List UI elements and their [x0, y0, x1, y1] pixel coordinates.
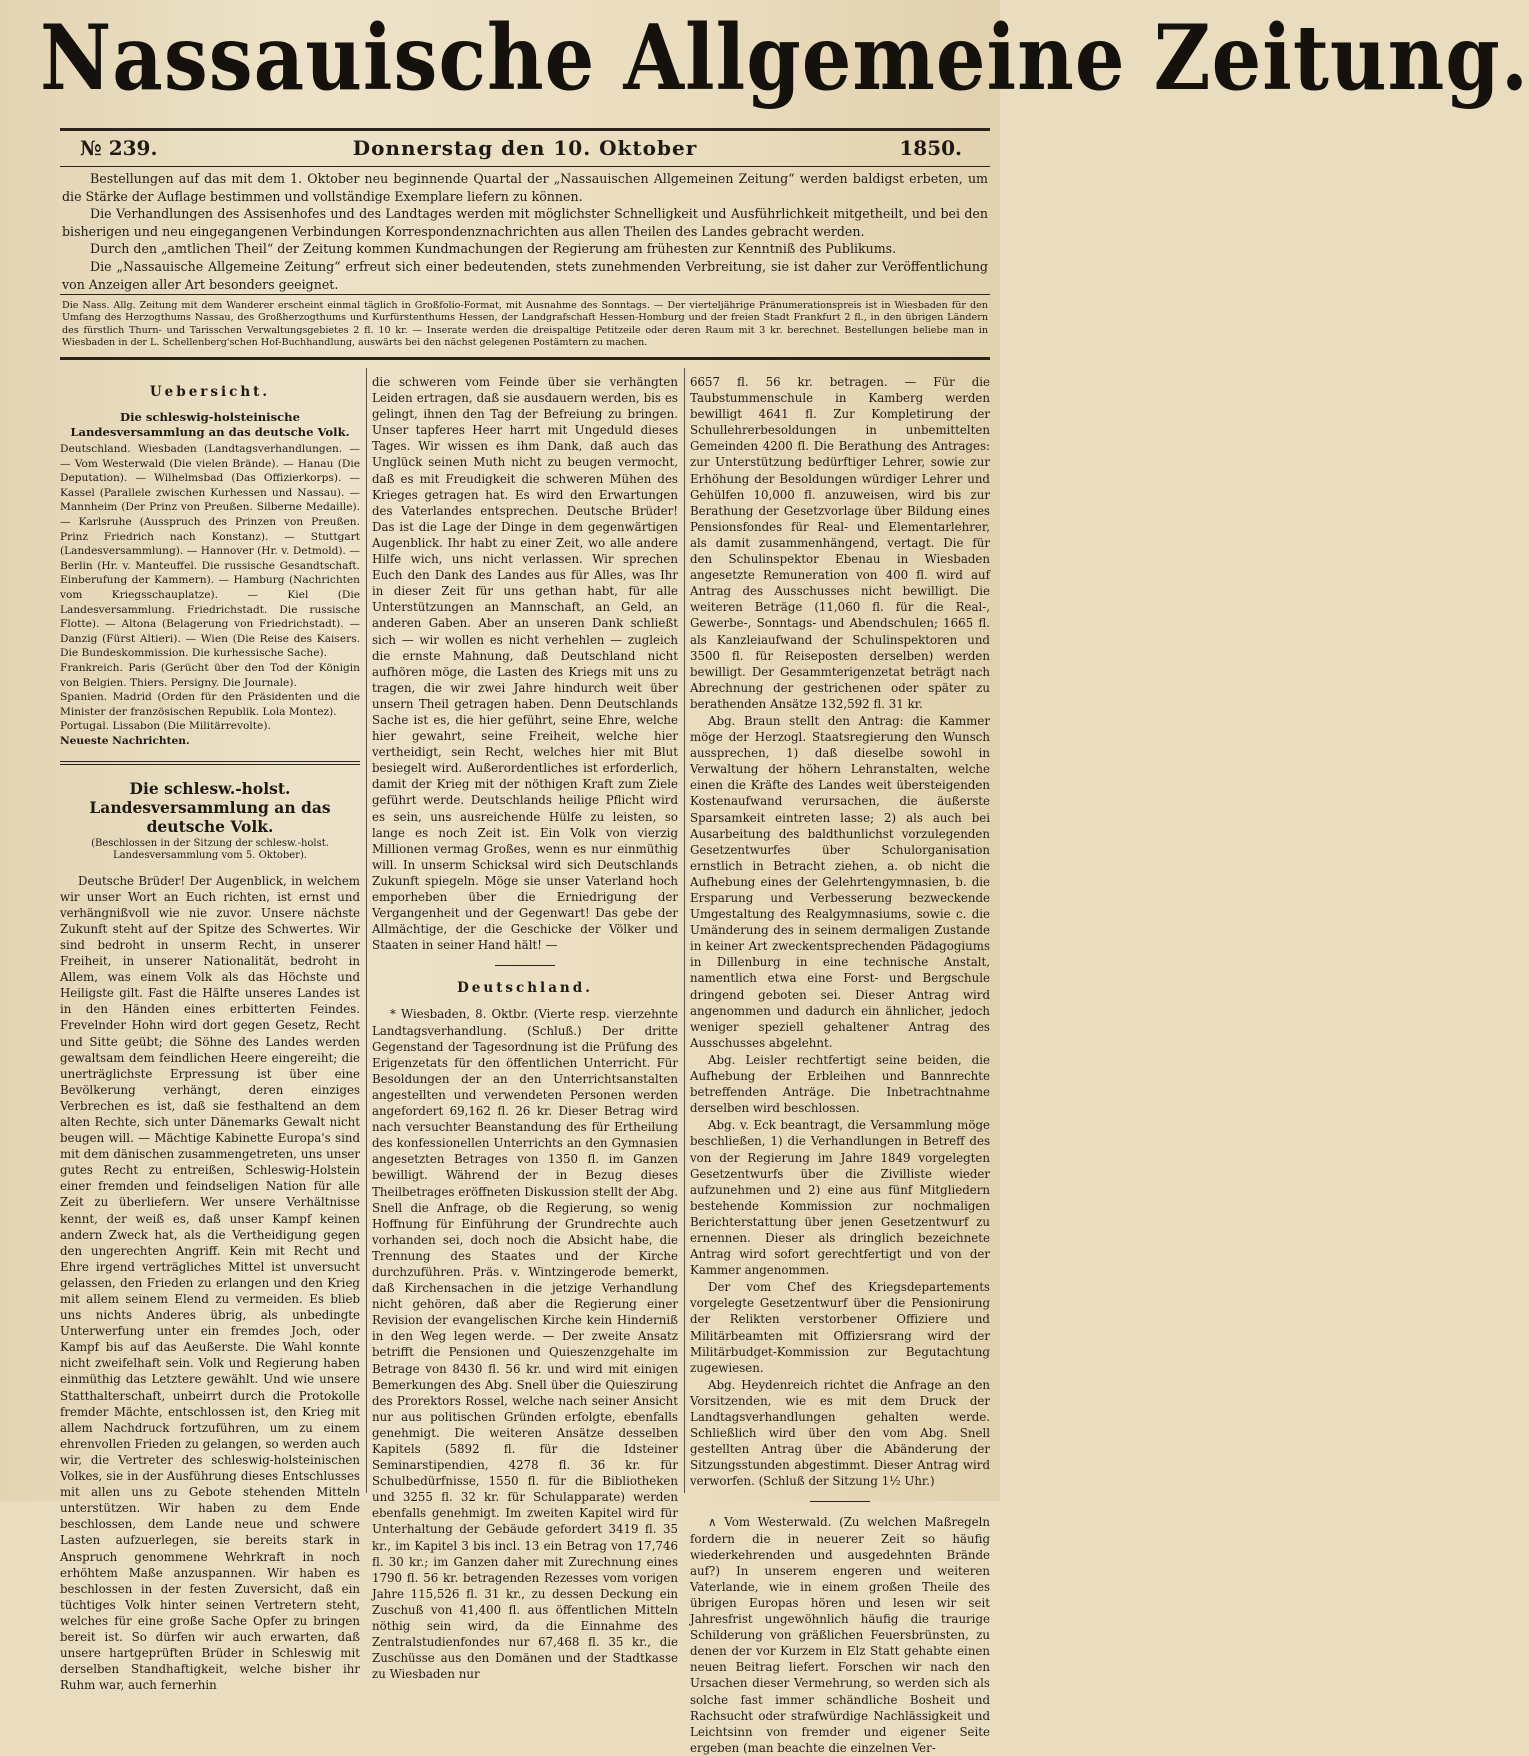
- report-paragraph: Abg. Heydenreich richtet die Anfrage an den Vorsitzenden, wie es mit dem Druck der Landtagsverhandlungen gehalten werde. Schließlich wird über den vom Abg. Snell gestellten Antrag über die Abänderung der Sitzungsstunden abgestimmt. Dieser Antrag wird verworfen. (Schluß der Sitzung 1½ Uhr.): [690, 1377, 990, 1489]
- toc-heading: Uebersicht.: [149, 384, 271, 400]
- column-divider: [366, 368, 367, 1493]
- issue-number: № 239.: [80, 136, 158, 160]
- article-continuation: die schweren vom Feinde über sie verhängten Leiden ertragen, daß sie ausdauern werden, bis es gelingt, ihnen den Tag der Befreiung zu bringen. Unser tapferes Heer harrt mit Ungeduld dieses Tages. Wir wissen es ihm Dank, daß auch das Unglück seinen Muth nicht zu beugen vermocht, daß es mit Freudigkeit die schweren Mühen des Krieges getragen hat. Es wird den Erwartungen des Vaterlandes entsprechen. Deutsche Brüder! Das ist die Lage der Dinge in dem gegenwärtigen Augenblick. Ihr habt zu einer Zeit, wo alle andere Hilfe wich, uns nicht verlassen. Wir sprechen Euch den Dank des Landes aus für Alles, was Ihr in dieser Zeit für uns gethan habt, für alle Unterstützungen an Mannschaft, an Geld, an anderen Gaben. Aber an unseren Dank schließt sich — wir wollen es nicht verhehlen — zugleich die ernste Mahnung, daß Deutschland nicht aufhören möge, die Lasten des Kriegs mit uns zu tragen, die wir zwei Jahre hindurch weit über unsern Theil getragen haben. Denn Deutschlands Sache ist es, die hier geführt, seine Ehre, welche hier gewahrt, seine Freiheit, welche hier vertheidigt, sein Recht, welches hier mit Blut besiegelt wird. Außerordentliches ist erforderlich, damit der Krieg mit der nöthigen Kraft zum Ziele geführt werde. Deutschlands heilige Pflicht wird es sein, uns ausreichende Hülfe zu leisten, so lange es noch Zeit ist. Ein Volk von vierzig Millionen vermag Großes, wenn es nur einmüthig will. In unserm Schicksal wird sich Deutschlands Zukunft spiegeln. Möge sie unser Vaterland hoch emporheben über die Erniedrigung der Vergangenheit und der Gegenwart! Das gebe der Allmächtige, der die Geschicke der Völker und Staaten in seiner Hand hält! —: [372, 375, 678, 953]
- article-title: Die schlesw.-holst. Landesversammlung an das deutsche Volk.: [89, 778, 331, 836]
- report-paragraph: Abg. Leisler rechtfertigt seine beiden, die Aufhebung der Erbleihen und Bannrechte betreffenden Anträge. Die Inbetrachtnahme derselben wird beschlossen.: [690, 1052, 990, 1116]
- column-1: [60, 374, 360, 1693]
- dateline: [60, 134, 990, 166]
- report-paragraph: Abg. Braun stellt den Antrag: die Kammer möge der Herzogl. Staatsregierung den Wunsch aussprechen, 1) daß dieselbe sowohl in Verwaltung der höhern Lehranstalten, welche einen die Kräfte des Landes weit übersteigenden Kostenaufwand verursachen, die äußerste Sparsamkeit eintreten lasse; 2) als auch bei Ausarbeitung des baldthunlichst vorzulegenden Gesetzentwurfes über Schulorganisation ernstlich in Betracht ziehen, a. ob nicht die Aufhebung eines der Gelehrtengymnasien, b. die Ersparung und Verbesserung bezweckende Umgestaltung des Realgymnasiums, sowie c. die Umänderung des in seinem dermaligen Zustande in keiner Art zweckentsprechenden Pädagogiums in Dillenburg in eine technische Anstalt, namentlich etwa eine Forst- und Bergschule dringend geboten sei. Dieser Antrag wird angenommen und dadurch ein ähnlicher, jedoch weniger speziell gehaltener Antrag des Ausschusses abgelehnt.: [690, 713, 990, 1050]
- notice-paragraph: Die Verhandlungen des Assisenhofes und des Landtages werden mit möglichster Schnelligkeit und Ausführlichkeit mitgetheilt, und bei den bisherigen und neu eingegangenen Verbindungen Korrespondenznachrichten aus allen Theilen des Landes gebracht werden.: [62, 206, 988, 239]
- notice-paragraph: Durch den „amtlichen Theil“ der Zeitung kommen Kundmachungen der Regierung am frühesten zur Kenntniß des Publikums.: [90, 241, 897, 257]
- column-2: [372, 374, 678, 1682]
- header-bottom-rule: [60, 357, 990, 360]
- subscription-terms: Die Nass. Allg. Zeitung mit dem Wanderer erscheint einmal täglich in Großfolio-Format, mit Ausnahme des Sonntags. — Der vierteljährige Pränumerationspreis ist in Wiesbaden für den Umfang des Herzogthums Nassau, des Großherzogthums und Kurfürstenthums Hessen, der Landgrafschaft Hessen-Homburg und der freien Stadt Frankfurt 2 fl., in den übrigen Ländern des fürstlich Thurn- und Tarisschen Verwaltungsgebietes 2 fl. 10 kr. — Inserate werden die dreispaltige Petitzeile oder deren Raum mit 3 kr. berechnet. Bestellungen beliebe man in Wiesbaden in der L. Schellenberg'schen Hof-Buchhandlung, auswärts bei den nächst gelegenen Postämtern zu machen.: [62, 300, 988, 348]
- article-subtitle: (Beschlossen in der Sitzung der schlesw.-holst. Landesversammlung vom 5. Oktober).: [91, 837, 329, 862]
- westerwald-report: ∧ Vom Westerwald. (Zu welchen Maßregeln fordern die in neuerer Zeit so häufig wiederkehrenden und ausgedehnten Brände auf?) In unserem engeren und weiteren Vaterlande, wie in einem großen Theile des übrigen Europas hören und lesen wir seit Jahresfrist ungewöhnlich häufig die traurige Schilderung von gräßlichen Feuersbrünsten, zu denen der vor Kurzem in Elz Statt gehabte einen neuen Beitrag liefert. Forschen wir nach den Ursachen dieser Vermehrung, so werden sich als solche fast immer schändliche Bosheit und Rachsucht oder strafwürdige Nachlässigkeit und Leichtsinn von fremder und eigener Seite ergeben (man beachte die einzelnen Ver-: [690, 1515, 990, 1755]
- section-divider: [60, 761, 360, 765]
- toc-frankreich: Frankreich. Paris (Gerücht über den Tod der Königin von Belgien. Thiers. Persigny. Die Journale).: [60, 662, 360, 689]
- toc-deutschland: Deutschland. Wiesbaden (Landtagsverhandlungen. — — Vom Westerwald (Die vielen Brände). — Hanau (Die Deputation). — Wilhelmsbad (Das Offizierkorps). — Kassel (Parallele zwischen Kurhessen und Nassau). — Mannheim (Der Prinz von Preußen. Silberne Medaille). — Karlsruhe (Ausspruch des Prinzen von Preußen. Prinz Friedrich nach Konstanz). — Stuttgart (Landesversammlung). — Hannover (Hr. v. Detmold). — Berlin (Hr. v. Manteuffel. Die russische Gesandtschaft. Einberufung der Kammern). — Hamburg (Nachrichten vom Kriegsschauplatze). — Kiel (Die Landesversammlung. Friedrichstadt. Die russische Flotte). — Altona (Belagerung von Friedrichstadt). — Danzig (Fürst Altieri). — Wien (Die Reise des Kaisers. Die Bundeskommission. Die kurhessische Sache).: [60, 443, 360, 660]
- report-paragraph: Abg. v. Eck beantragt, die Versammlung möge beschließen, 1) die Verhandlungen in Betreff des von der Regierung im Jahre 1849 vorgelegten Gesetzentwurfs über die Zivilliste wieder aufzunehmen und 2) eine aus fünf Mitgliedern bestehende Kommission zur nochmaligen Berichterstattung über jenen Gesetzentwurf zu ernennen. Dieser als dringlich bezeichnete Antrag wird sofort gerechtfertigt und von der Kammer angenommen.: [690, 1118, 990, 1278]
- short-divider: [495, 965, 555, 966]
- notice-rule: [60, 294, 990, 295]
- toc-neueste: Neueste Nachrichten.: [60, 734, 190, 747]
- toc-spanien: Spanien. Madrid (Orden für den Präsidenten und die Minister der französischen Republik. Lola Montez).: [60, 691, 360, 718]
- short-divider: [810, 1501, 870, 1502]
- subscription-notice: [62, 170, 988, 293]
- report-paragraph: 6657 fl. 56 kr. betragen. — Für die Taubstummenschule in Kamberg werden bewilligt 4641 fl. Zur Kompletirung der Schullehrerbesoldungen in unbemittelten Gemeinden 4200 fl. Die Berathung des Antrages: zur Unterstützung bedürftiger Lehrer, sowie zur Erhöhung der Besoldungen würdiger Lehrer und Gehülfen 10,000 fl. anzuweisen, wird bis zur Berathung der Gesetzvorlage über Bildung eines Pensionsfondes für Real- und Elementarlehrer, als damit zusammenhängend, vertagt. Die für den Schulinspektor Ebenau in Wiesbaden angesetzte Remuneration von 400 fl. wird auf Antrag des Ausschusses nicht bewilligt. Die weiteren Beträge (11,060 fl. für die Real-, Gewerbe-, Sonntags- und Abendschulen; 1665 fl. als Kanzleiaufwand der Schulinspektoren und 3500 fl. für Reiseposten derselben) werden bewilligt. Der Gesammterigenzetat beträgt nach Abrechnung der gestrichenen oder später zu berathenden Ansätze 132,592 fl. 31 kr.: [690, 375, 990, 711]
- article-text: Deutsche Brüder! Der Augenblick, in welchem wir unser Wort an Euch richten, ist ernst und verhängnißvoll wie nie zuvor. Unsere nächste Zukunft steht auf der Spitze des Schwertes. Wir sind bedroht in unserm Recht, in unserer Freiheit, in unserer Nationalität, bedroht in Allem, was einem Volk als das Höchste und Heiligste gilt. Fast die Hälfte unseres Landes ist in den Händen eines erbitterten Feindes. Frevelnder Hohn wird dort gegen Gesetz, Recht und Sitte geübt; die Söhne des Landes werden gewaltsam dem feindlichen Heere eingereiht; die unerträglichste Erpressung ist über eine Bevölkerung verhängt, deren einziges Verbrechen es ist, daß sie festhaltend an dem alten Rechte, sich unter Dänemarks Gewalt nicht beugen will. — Mächtige Kabinette Europa's sind mit dem dänischen zusammengetreten, uns unser gutes Recht zu entreißen, Schleswig-Holstein einer fremden und feindseligen Nation für alle Zeit zu überliefern. Wer unsere Verhältnisse kennt, der weiß es, daß unser Kampf keinen andern Zweck hat, als die Vertheidigung gegen den ungerechten Angriff. Kein mit Recht und Ehre irgend verträgliches Mittel ist unversucht gelassen, den Frieden zu erlangen und den Krieg mit allem seinem Elend zu vermeiden. Es blieb uns nichts Anderes übrig, als unbedingte Unterwerfung unter ein fremdes Joch, oder Kampf bis auf das Aeußerste. Die Wahl konnte nicht zweifelhaft sein. Volk und Regierung haben einmüthig das Letztere gewählt. Und wie unsere Statthalterschaft, unbeirrt durch die Protokolle fremder Mächte, entschlossen ist, den Krieg mit allem Nachdruck fortzuführen, um zu einem ehrenvollen Frieden zu gelangen, so werden auch wir, die Vertreter des schleswig-holsteinischen Volkes, sie in der Ausführung dieses Entschlusses mit allen uns zu Gebote stehenden Mitteln unterstützen. Wir haben zu dem Ende beschlossen, dem Lande neue und schwere Lasten aufzuerlegen, sie bereits stark in Anspruch genommene Wehrkraft in noch erhöhtem Maße anzuspannen. Wir haben es beschlossen in der festen Zuversicht, daß ein tüchtiges Volk hinter seinen Vertretern steht, welches für eine große Sache Opfer zu bringen bereit ist. So dürfen wir auch erwarten, daß unsere hartgeprüften Brüder in Schleswig mit derselben Standhaftigkeit, welche bisher ihr Ruhm war, auch fernerhin: [60, 873, 360, 1693]
- column-divider: [684, 368, 685, 1493]
- masthead-rule-top: [60, 128, 990, 131]
- issue-date: Donnerstag den 10. Oktober: [352, 136, 698, 160]
- toc-lead: Die schleswig-holsteinische Landesversammlung an das deutsche Volk.: [70, 410, 350, 440]
- notice-paragraph: Die „Nassauische Allgemeine Zeitung“ erfreut sich einer bedeutenden, stets zunehmenden Verbreitung, sie ist daher zur Veröffentlichung von Anzeigen aller Art besonders geeignet.: [62, 258, 988, 292]
- masthead-title: Nassauische Allgemeine Zeitung.: [40, 6, 1529, 111]
- wiesbaden-report: * Wiesbaden, 8. Oktbr. (Vierte resp. vierzehnte Landtagsverhandlung. (Schluß.) Der dritte Gegenstand der Tagesordnung ist die Prüfung des Erigenzetats für den öffentlichen Unterricht. Für Besoldungen der an den Unterrichtsanstalten angestellten und verwendeten Personen werden angefordert 69,162 fl. 26 kr. Dieser Betrag wird nach versuchter Beanstandung des für Ertheilung des konfessionellen Unterrichts an den Gymnasien angesetzten Betrages von 1350 fl. im Ganzen bewilligt. Während der in Bezug dieses Theilbetrages eröffneten Diskussion stellt der Abg. Snell die Anfrage, ob die Regierung, so wenig Hoffnung für Einführung der Grundrechte auch vorhanden sei, doch noch die Absicht habe, die Trennung des Staates und der Kirche durchzuführen. Präs. v. Wintzingerode bemerkt, daß Kirchensachen in die jetzige Verhandlung nicht gehören, daß aber die Regierung einer Revision der evangelischen Kirche kein Hinderniß in den Weg legen werde. — Der zweite Ansatz betrifft die Pensionen und Quieszenzgehalte im Betrage von 8430 fl. 56 kr. und wird mit einigen Bemerkungen des Abg. Snell über die Quieszirung des Prorektors Rossel, welche nach seiner Ansicht nur aus politischen Gründen erfolgte, ebenfalls genehmigt. Die weiteren Ansätze desselben Kapitels (5892 fl. für die Idsteiner Seminarstipendien, 4278 fl. 36 kr. für Schulbedürfnisse, 1550 fl. für die Bibliotheken und 3255 fl. 32 kr. für Schulapparate) werden ebenfalls genehmigt. Im zweiten Kapitel wird für Unterhaltung der Gebäude gefordert 3419 fl. 35 kr., im Kapitel 3 bis incl. 13 ein Betrag von 17,746 fl. 30 kr.; im Ganzen daher mit Zurechnung eines 1790 fl. 56 kr. betragenden Rezesses vom vorigen Jahre 115,526 fl. 31 kr., zu dessen Deckung ein Zuschuß von 41,400 fl. aus öffentlichen Mitteln nöthig sein wird, da die Einnahme des Zentralstudienfondes nur 67,468 fl. 35 kr., die Zuschüsse aus den Domänen und der Stadtkasse zu Wiesbaden nur: [372, 1007, 678, 1682]
- dateline-rule: [60, 166, 990, 167]
- section-heading-deutschland: Deutschland.: [457, 980, 593, 997]
- column-3: [690, 374, 990, 1755]
- issue-year: 1850.: [899, 136, 962, 160]
- notice-paragraph: Bestellungen auf das mit dem 1. Oktober neu beginnende Quartal der „Nassauischen Allgemeinen Zeitung“ werden baldigst erbeten, um die Stärke der Auflage bestimmen und vollständige Exemplare liefern zu können.: [62, 171, 988, 204]
- toc-portugal: Portugal. Lissabon (Die Militärrevolte).: [60, 720, 271, 733]
- table-of-contents: [60, 410, 360, 748]
- report-paragraph: Der vom Chef des Kriegsdepartements vorgelegte Gesetzentwurf über die Pensionirung der Relikten verstorbener Offiziere und Militärbeamten mit Offiziersrang wird der Militärbudget-Kommission zur Begutachtung zugewiesen.: [690, 1280, 990, 1375]
